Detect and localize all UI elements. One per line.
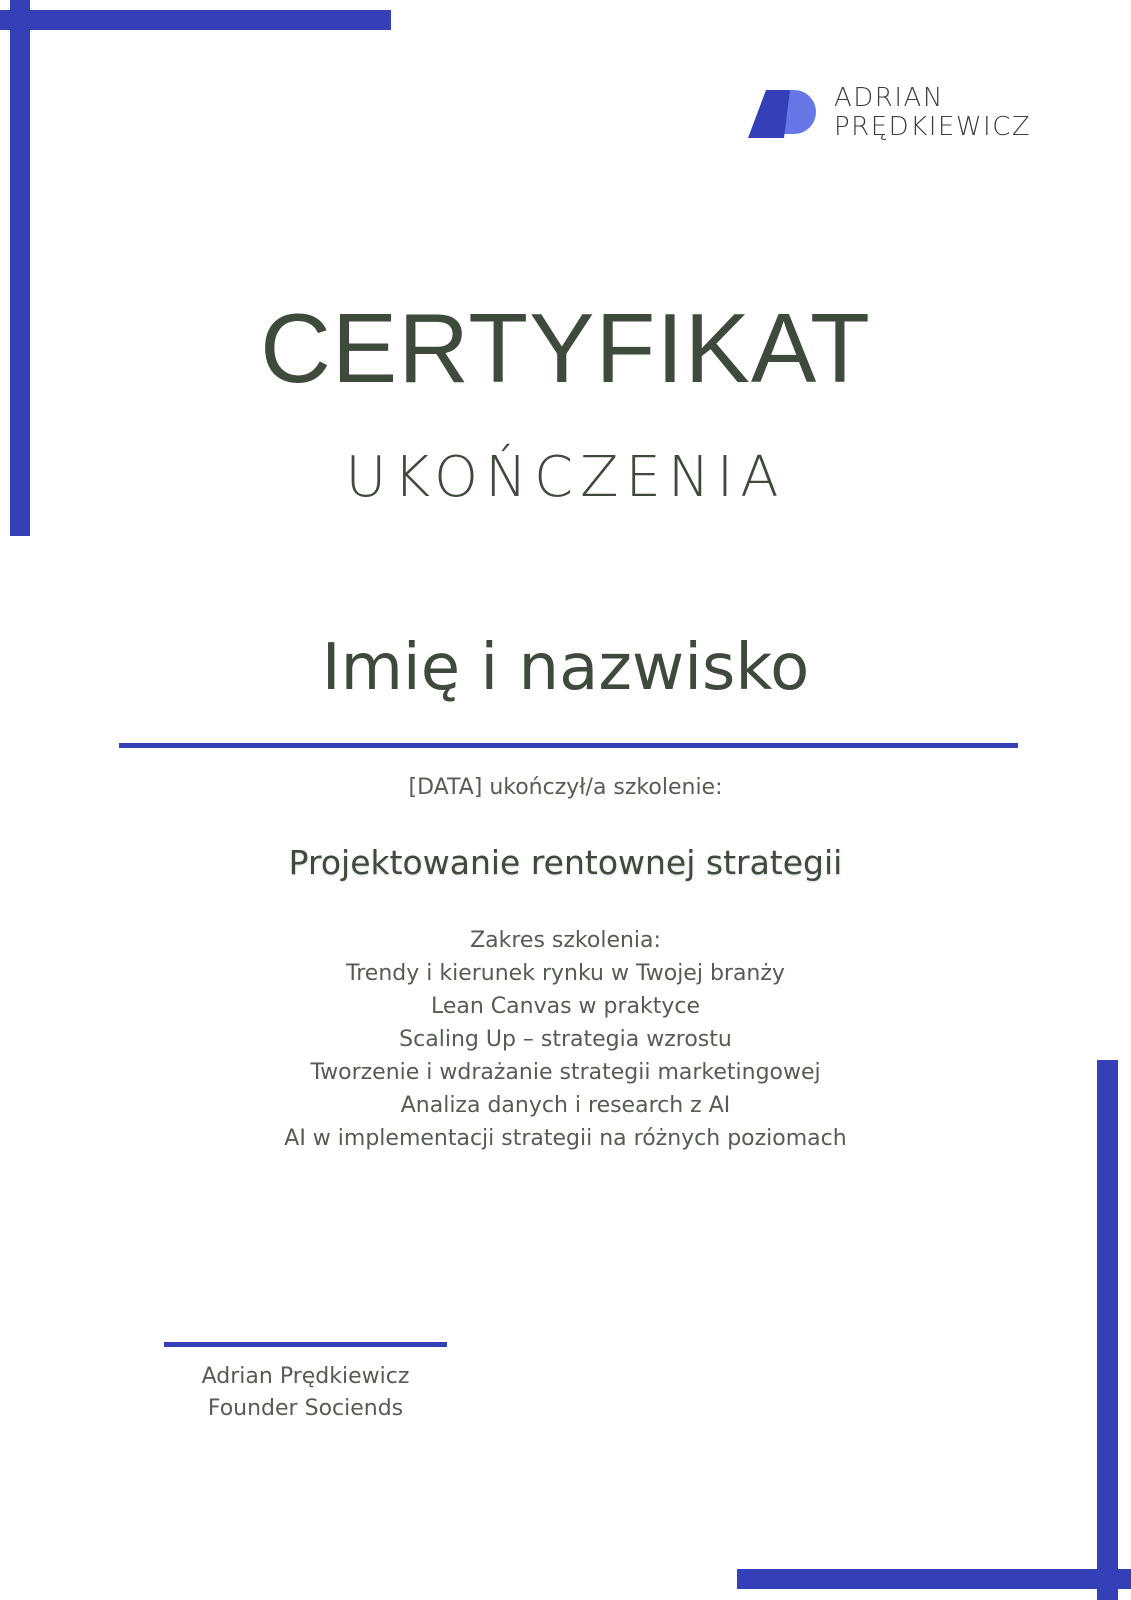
logo-line-2: PRĘDKIEWICZ [834,112,1032,142]
recipient-name: Imię i nazwisko [321,631,810,705]
training-scope [0,924,1131,1155]
scope-item: Lean Canvas w praktyce [430,994,701,1019]
scope-item: AI w implementacji strategii na różnych poziomach [284,1126,847,1151]
course-title: Projektowanie rentownej strategii [288,843,843,882]
logo-wordmark [834,84,1031,142]
signature-line [164,1342,447,1347]
name-underline [119,743,1018,748]
completion-line: [DATA] ukończył/a szkolenie: [408,775,723,800]
scope-item: Trendy i kierunek rynku w Twojej branży [346,961,785,986]
signature-block [164,1361,447,1425]
brand-logo [748,83,1032,144]
decorative-bar-bottom-horizontal [737,1569,1131,1589]
signer-name: Adrian Prędkiewicz [201,1364,410,1389]
scope-item: Tworzenie i wdrażanie strategii marketingowej [310,1060,821,1085]
certificate-title: CERTYFIKAT [260,293,871,403]
signer-role: Founder Sociends [207,1396,404,1421]
scope-item: Analiza danych i research z AI [400,1093,731,1118]
decorative-bar-top-horizontal [0,10,391,30]
logo-line-1: ADRIAN [834,83,944,113]
certificate-subtitle: UKOŃCZENIA [345,445,786,510]
logo-mark-icon [748,88,818,140]
scope-item: Scaling Up – strategia wzrostu [399,1027,732,1052]
scope-heading: Zakres szkolenia: [470,928,661,953]
